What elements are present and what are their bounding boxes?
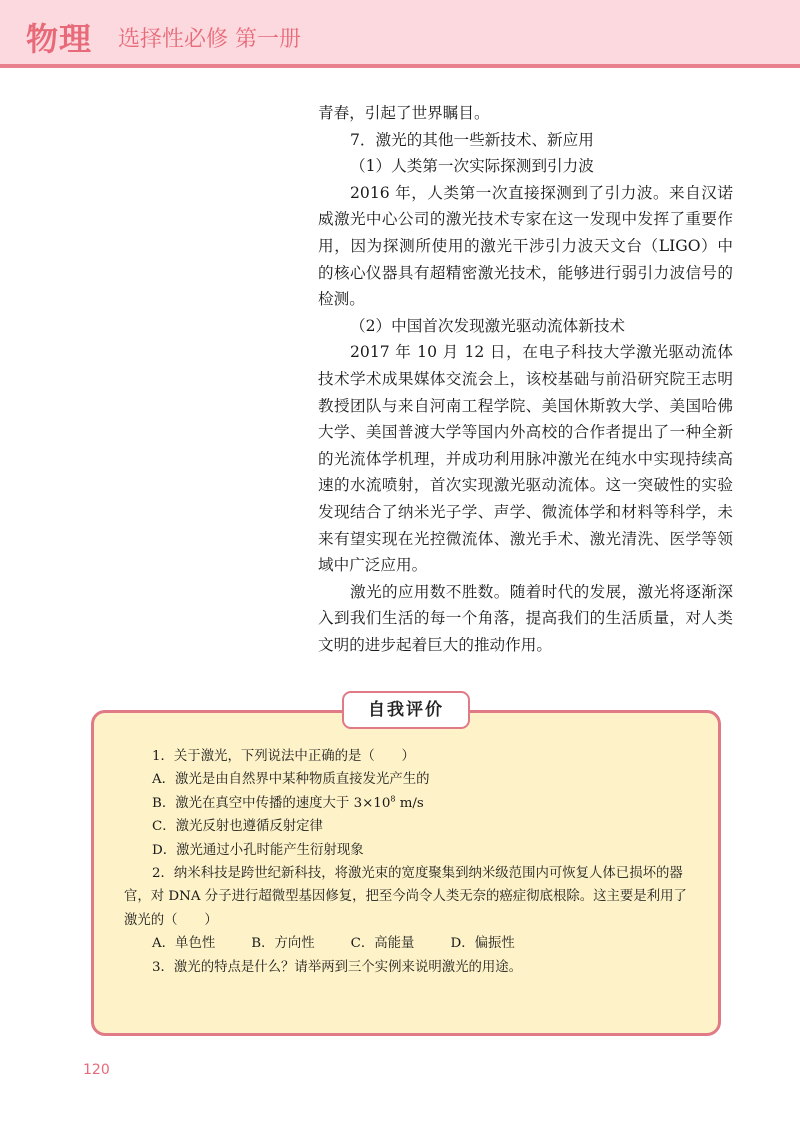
question-2-option-a: A．单色性 <box>152 936 216 952</box>
question-1-option-d: D．激光通过小孔时能产生衍射现象 <box>152 842 364 858</box>
question-1-option-c: C．激光反射也遵循反射定律 <box>152 819 323 835</box>
subheading-7-1: （1）人类第一次实际探测到引力波 <box>350 157 594 176</box>
header-book-title: 选择性必修 第一册 <box>118 27 301 52</box>
page-header <box>0 0 800 68</box>
paragraph-conclusion: 激光的应用数不胜数。随着时代的发展，激光将逐渐深入到我们生活的每一个角落，提高我们的生活质量，对人类文明的进步起着巨大的推动作用。 <box>318 582 733 654</box>
section-heading-7: 7．激光的其他一些新技术、新应用 <box>350 130 594 149</box>
paragraph-gravitational-wave: 2016 年，人类第一次直接探测到了引力波。来自汉诺威激光中心公司的激光技术专家在这一发现中发挥了重要作用，因为探测所使用的激光干涉引力波天文台（LIGO）中的核心仪器具有超精密激光技术，能够进行弱引力波信号的检测。 <box>318 183 733 309</box>
question-2-options <box>124 932 696 955</box>
page-number: 120 <box>83 1062 110 1078</box>
self-evaluation-title: 自我评价 <box>342 691 470 729</box>
question-1-option-a: A．激光是由自然界中某种物质直接发光产生的 <box>152 772 430 788</box>
main-text <box>318 100 733 658</box>
self-evaluation-questions <box>124 745 696 979</box>
option-b-text: B．激光在真空中传播的速度大于 3×10 <box>152 795 391 811</box>
subheading-7-2: （2）中国首次发现激光驱动流体新技术 <box>350 316 626 335</box>
paragraph-laser-fluid: 2017 年 10 月 12 日，在电子科技大学激光驱动流体技术学术成果媒体交流会上，该校基础与前沿研究院王志明教授团队与来自河南工程学院、美国休斯敦大学、美国哈佛大学、美国普渡大学等国内外高校的合作者提出了一种全新的光流体学机理，并成功利用脉冲激光在纯水中实现持续高速的水流喷射，首次实现激光驱动流体。这一突破性的实验发现结合了纳米光子学、声学、微流体学和材料等科学，未来有望实现在光控微流体、激光手术、激光清洗、医学等领域中广泛应用。 <box>318 343 733 575</box>
question-3: 3．激光的特点是什么？请举两到三个实例来说明激光的用途。 <box>152 959 523 975</box>
question-2: 2．纳米科技是跨世纪新科技，将激光束的宽度聚集到纳米级范围内可恢复人体已损坏的器官，对 DNA 分子进行超微型基因修复，把至今尚令人类无奈的癌症彻底根除。这主要是利用了激光的（ ） <box>124 866 687 928</box>
paragraph-continued: 青春，引起了世界瞩目。 <box>318 104 490 122</box>
question-2-option-c: C．高能量 <box>350 936 415 952</box>
question-2-option-d: D．偏振性 <box>450 936 515 952</box>
question-1-option-b <box>124 792 696 815</box>
option-b-unit: m/s <box>395 795 424 811</box>
option-b-exponent: 8 <box>390 794 396 804</box>
question-1: 1．关于激光，下列说法中正确的是（ ） <box>152 749 415 764</box>
question-2-option-b: B．方向性 <box>251 936 315 952</box>
header-subject: 物理 <box>26 20 93 58</box>
